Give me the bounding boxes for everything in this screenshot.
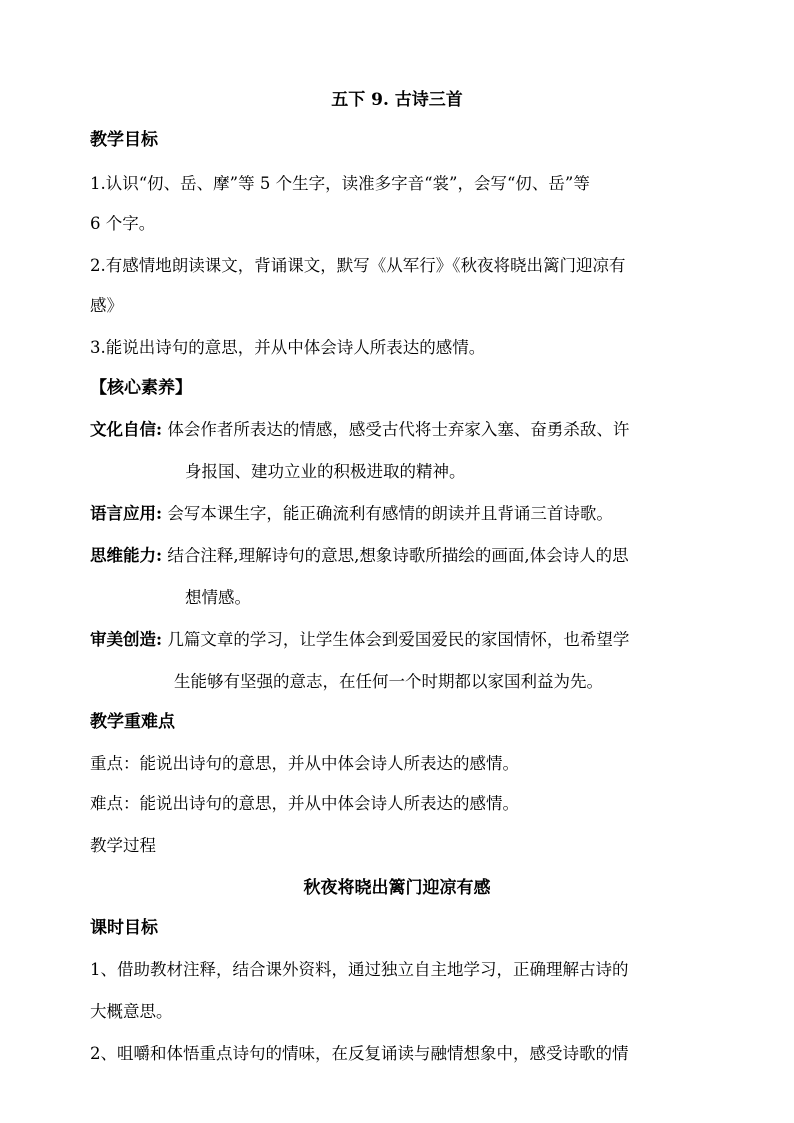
key-points-heading: 教学重难点 (90, 712, 175, 732)
core-literacy-continuation: 身报国、建功立业的积极进取的精神。 (185, 462, 466, 481)
core-literacy-continuation: 想情感。 (185, 588, 251, 607)
core-literacy-text: 会写本课生字，能正确流利有感情的朗读并且背诵三首诗歌。 (162, 504, 613, 523)
core-literacy-term: 思维能力: (90, 546, 163, 565)
key-point: 重点：能说出诗句的意思，并从中体会诗人所表达的感情。 (90, 754, 519, 773)
core-literacy-term: 语言应用: (90, 504, 163, 523)
core-literacy-item-culture (90, 420, 704, 440)
lesson-goals-heading: 课时目标 (90, 918, 158, 938)
core-literacy-term: 文化自信: (90, 420, 163, 439)
process-label: 教学过程 (90, 836, 156, 855)
core-literacy-item-thinking (90, 546, 704, 566)
objective-1-line-1: 1.认识“仞、岳、摩”等 5 个生字，读准多字音“裳”，会写“仞、岳”等 (90, 174, 590, 193)
core-literacy-text: 体会作者所表达的情感，感受古代将士弃家入塞、奋勇杀敌、许 (162, 420, 630, 439)
objective-2-line-1: 2.有感情地朗读课文，背诵课文，默写《从军行》《秋夜将晓出篱门迎凉有 (90, 256, 626, 275)
core-literacy-term: 审美创造: (90, 630, 163, 649)
lesson-goal-1-line-2: 大概意思。 (90, 1002, 173, 1021)
core-literacy-heading: 【核心素养】 (90, 378, 192, 398)
objective-3: 3.能说出诗句的意思，并从中体会诗人所表达的感情。 (90, 338, 486, 357)
lesson-goal-2-line-1: 2、咀嚼和体悟重点诗句的情味，在反复诵读与融情想象中，感受诗歌的情 (90, 1044, 629, 1063)
core-literacy-item-language (90, 504, 704, 524)
objective-2-line-2: 感》 (90, 296, 123, 315)
core-literacy-text: 结合注释,理解诗句的意思,想象诗歌所描绘的画面,体会诗人的思 (162, 546, 629, 565)
difficult-point: 难点：能说出诗句的意思，并从中体会诗人所表达的感情。 (90, 794, 519, 813)
poem-title: 秋夜将晓出篱门迎凉有感 (303, 878, 491, 898)
core-literacy-continuation: 生能够有坚强的意志，在任何一个时期都以家国利益为先。 (174, 672, 603, 691)
objective-1-line-2: 6 个字。 (90, 214, 156, 233)
objectives-heading: 教学目标 (90, 130, 158, 150)
core-literacy-text: 几篇文章的学习，让学生体会到爱国爱民的家国情怀，也希望学 (162, 630, 630, 649)
lesson-goal-1-line-1: 1、借助教材注释，结合课外资料，通过独立自主地学习，正确理解古诗的 (90, 960, 629, 979)
document-title: 五下 9. 古诗三首 (331, 90, 463, 110)
core-literacy-item-aesthetics (90, 630, 704, 650)
